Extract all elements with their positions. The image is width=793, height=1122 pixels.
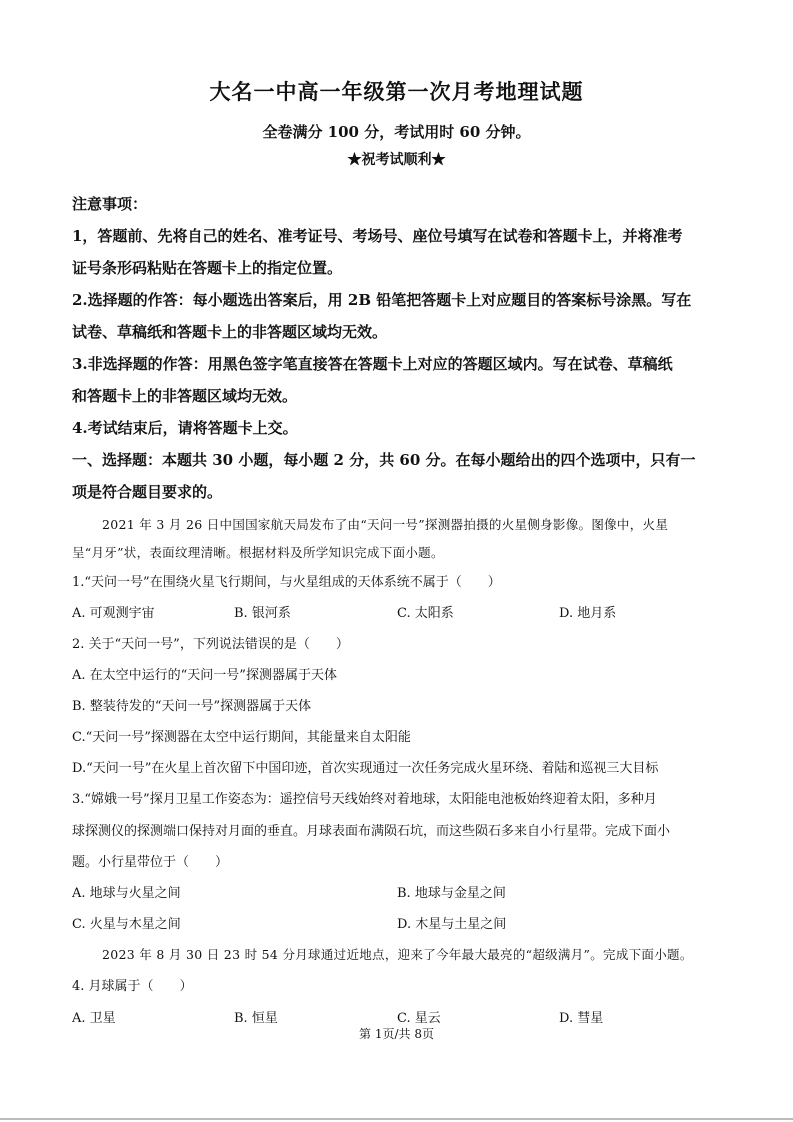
option-a: A. 在太空中运行的“天问一号”探测器属于天体 (72, 668, 337, 683)
notes-line: 3.非选择题的作答：用黑色签字笔直接答在答题卡上对应的答题区域内。写在试卷、草稿纸 (72, 355, 673, 373)
option-b: B. 地球与金星之间 (397, 886, 506, 901)
notes-line: 2.选择题的作答：每小题选出答案后，用 2B 铅笔把答题卡上对应题目的答案标号涂黑。写在 (72, 291, 692, 309)
exam-subtitle: 全卷满分 100 分，考试用时 60 分钟。 (262, 123, 531, 141)
option-c: C. 太阳系 (397, 606, 454, 621)
page-number: 第 1页/共 8页 (359, 1027, 434, 1041)
option-a: A. 卫星 (72, 1011, 116, 1026)
question-stem: 球探测仪的探测端口保持对月面的垂直。月球表面布满陨石坑，而这些陨石多来自小行星带。完成下面小 (72, 824, 671, 839)
option-b: B. 恒星 (234, 1011, 278, 1026)
notes-line: 4.考试结束后，请将答题卡上交。 (72, 419, 298, 437)
option-c: C. 星云 (397, 1011, 441, 1026)
question-stem: 1.“天问一号”在围绕火星飞行期间，与火星组成的天体系统不属于（ ） (72, 575, 501, 590)
option-c: C. 火星与木星之间 (72, 917, 181, 932)
notes-heading: 注意事项： (72, 195, 148, 213)
section-heading-cont: 项是符合题目要求的。 (72, 483, 223, 501)
question-stem: 2. 关于“天问一号”，下列说法错误的是（ ） (72, 637, 349, 652)
question-stem: 题。小行星带位于（ ） (72, 855, 229, 870)
bottom-divider (0, 1118, 793, 1120)
option-d: D.“天问一号”在火星上首次留下中国印迹，首次实现通过一次任务完成火星环绕、着陆和巡视三大目标 (72, 761, 659, 776)
passage-intro: 2023 年 8 月 30 日 23 时 54 分月球通过近地点，迎来了今年最大最亮的“超级满月”。完成下面小题。 (102, 947, 693, 962)
option-d: D. 地月系 (559, 606, 617, 621)
notes-line: 试卷、草稿纸和答题卡上的非答题区域均无效。 (72, 323, 388, 341)
section-heading: 一、选择题：本题共 30 小题，每小题 2 分，共 60 分。在每小题给出的四个选项中，只有一 (72, 451, 696, 469)
option-b: B. 银河系 (234, 606, 291, 621)
option-b: B. 整装待发的“天问一号”探测器属于天体 (72, 699, 312, 714)
option-c: C.“天问一号”探测器在太空中运行期间，其能量来自太阳能 (72, 730, 411, 745)
question-stem: 3.“嫦娥一号”探月卫星工作姿态为：遥控信号天线始终对着地球，太阳能电池板始终迎着太阳，多种月 (72, 792, 657, 807)
passage-intro: 2021 年 3 月 26 日中国国家航天局发布了由“天问一号”探测器拍摄的火星侧身影像。图像中，火星 (102, 517, 669, 532)
option-d: D. 彗星 (559, 1011, 604, 1026)
exam-title: 大名一中高一年级第一次月考地理试题 (209, 79, 584, 104)
passage-intro: 呈“月牙”状，表面纹理清晰。根据材料及所学知识完成下面小题。 (72, 545, 444, 560)
exam-wish: ★祝考试顺利★ (347, 152, 446, 168)
option-a: A. 可观测宇宙 (72, 606, 155, 621)
notes-line: 证号条形码粘贴在答题卡上的指定位置。 (72, 259, 343, 277)
notes-line: 1，答题前、先将自己的姓名、准考证号、考场号、座位号填写在试卷和答题卡上，并将准考 (72, 227, 683, 245)
option-a: A. 地球与火星之间 (72, 886, 181, 901)
option-d: D. 木星与土星之间 (397, 917, 507, 932)
notes-line: 和答题卡上的非答题区域均无效。 (72, 387, 298, 405)
question-stem: 4. 月球属于（ ） (72, 979, 193, 994)
